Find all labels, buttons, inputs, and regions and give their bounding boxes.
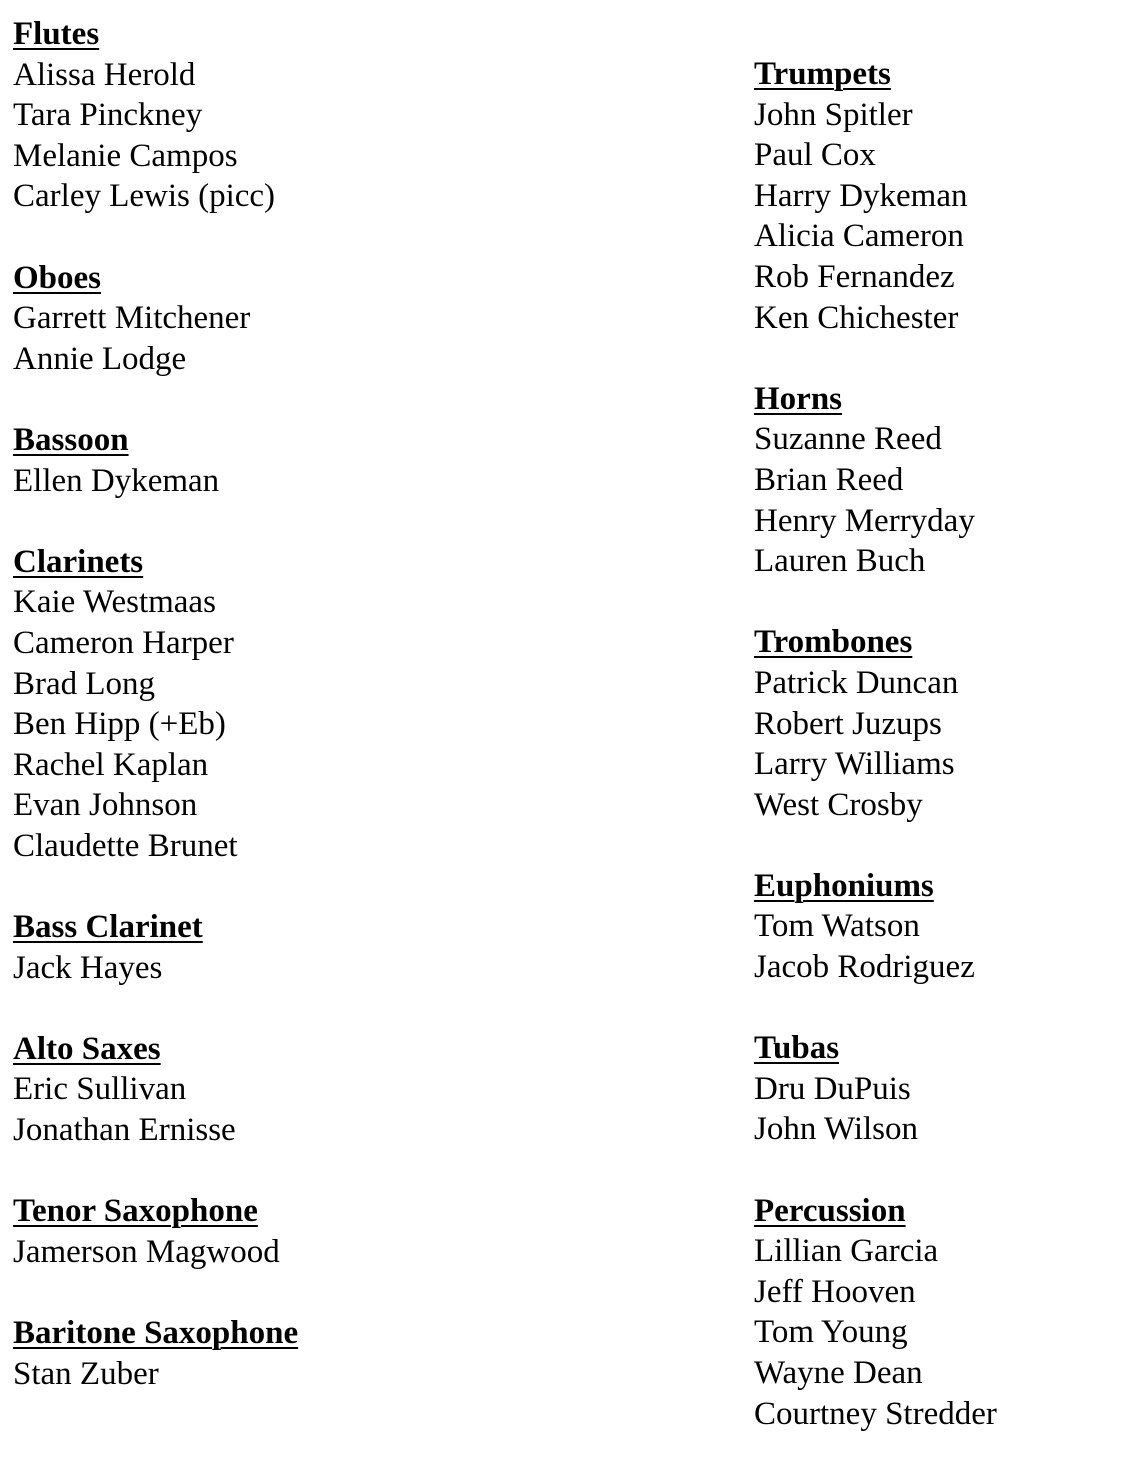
member-name: Brian Reed — [754, 461, 904, 498]
member-name: Rob Fernandez — [754, 258, 955, 295]
section-alto-saxes — [13, 1029, 298, 1151]
section-trumpets — [754, 54, 997, 338]
section-heading: Clarinets — [13, 543, 144, 580]
member-name: Evan Johnson — [13, 787, 198, 824]
right-column — [754, 54, 997, 1475]
section-bassoon — [13, 420, 298, 501]
member-name: Stan Zuber — [13, 1355, 159, 1392]
member-name: Wayne Dean — [754, 1355, 923, 1391]
section-heading: Bassoon — [13, 421, 129, 458]
member-name: Tara Pinckney — [13, 97, 203, 134]
member-name: Dru DuPuis — [754, 1070, 911, 1107]
member-name: Carley Lewis (picc) — [13, 178, 276, 215]
member-name: Jacob Rodriguez — [754, 949, 975, 986]
section-tubas — [754, 1028, 997, 1150]
member-name: Jack Hayes — [13, 949, 163, 986]
member-name: Rachel Kaplan — [13, 746, 209, 783]
section-heading: Percussion — [754, 1192, 906, 1229]
section-heading: Baritone Saxophone — [13, 1315, 299, 1351]
member-name: Alissa Herold — [13, 56, 196, 93]
member-name: Lauren Buch — [754, 543, 926, 580]
member-name: John Spitler — [754, 96, 913, 133]
section-heading: Alto Saxes — [13, 1030, 161, 1067]
member-name: Robert Juzups — [754, 705, 942, 742]
member-name: Patrick Duncan — [754, 664, 959, 701]
member-name: Ben Hipp (+Eb) — [13, 706, 226, 743]
section-heading: Horns — [754, 380, 843, 417]
section-heading: Flutes — [13, 16, 100, 52]
member-name: Suzanne Reed — [754, 421, 942, 458]
member-name: Alicia Cameron — [754, 218, 964, 255]
member-name: Paul Cox — [754, 137, 876, 174]
section-bass-clarinet — [13, 907, 298, 988]
section-heading: Oboes — [13, 259, 102, 296]
member-name: Garrett Mitchener — [13, 300, 251, 337]
member-name: Brad Long — [13, 665, 156, 702]
member-name: Tom Watson — [754, 908, 920, 945]
section-oboes — [13, 258, 298, 380]
section-heading: Bass Clarinet — [13, 909, 203, 946]
member-name: West Crosby — [754, 786, 923, 823]
section-euphoniums — [754, 866, 997, 988]
section-flutes — [13, 14, 298, 217]
member-name: Kaie Westmaas — [13, 584, 216, 621]
member-name: Jonathan Ernisse — [13, 1112, 236, 1149]
member-name: Henry Merryday — [754, 502, 975, 539]
member-name: Claudette Brunet — [13, 827, 238, 864]
member-name: Jamerson Magwood — [13, 1233, 280, 1270]
section-heading: Euphoniums — [754, 867, 934, 904]
section-tenor-saxophone — [13, 1191, 298, 1272]
member-name: Lillian Garcia — [754, 1233, 939, 1270]
member-name: Courtney Stredder — [754, 1395, 997, 1432]
section-baritone-saxophone — [13, 1313, 298, 1394]
member-name: Ellen Dykeman — [13, 462, 220, 499]
section-heading: Trombones — [754, 624, 913, 661]
member-name: John Wilson — [754, 1111, 919, 1148]
member-name: Melanie Campos — [13, 137, 238, 174]
member-name: Annie Lodge — [13, 340, 187, 377]
member-name: Larry Williams — [754, 746, 955, 783]
section-heading: Trumpets — [754, 56, 891, 92]
section-trombones — [754, 622, 997, 825]
section-horns — [754, 379, 997, 582]
member-name: Tom Young — [754, 1314, 908, 1351]
left-column — [13, 14, 298, 1435]
member-name: Harry Dykeman — [754, 177, 968, 214]
member-name: Ken Chichester — [754, 299, 959, 336]
member-name: Cameron Harper — [13, 624, 234, 661]
section-clarinets — [13, 542, 298, 867]
section-percussion — [754, 1191, 997, 1435]
member-name: Eric Sullivan — [13, 1071, 187, 1108]
section-heading: Tubas — [754, 1030, 840, 1067]
member-name: Jeff Hooven — [754, 1273, 916, 1310]
section-heading: Tenor Saxophone — [13, 1193, 258, 1230]
